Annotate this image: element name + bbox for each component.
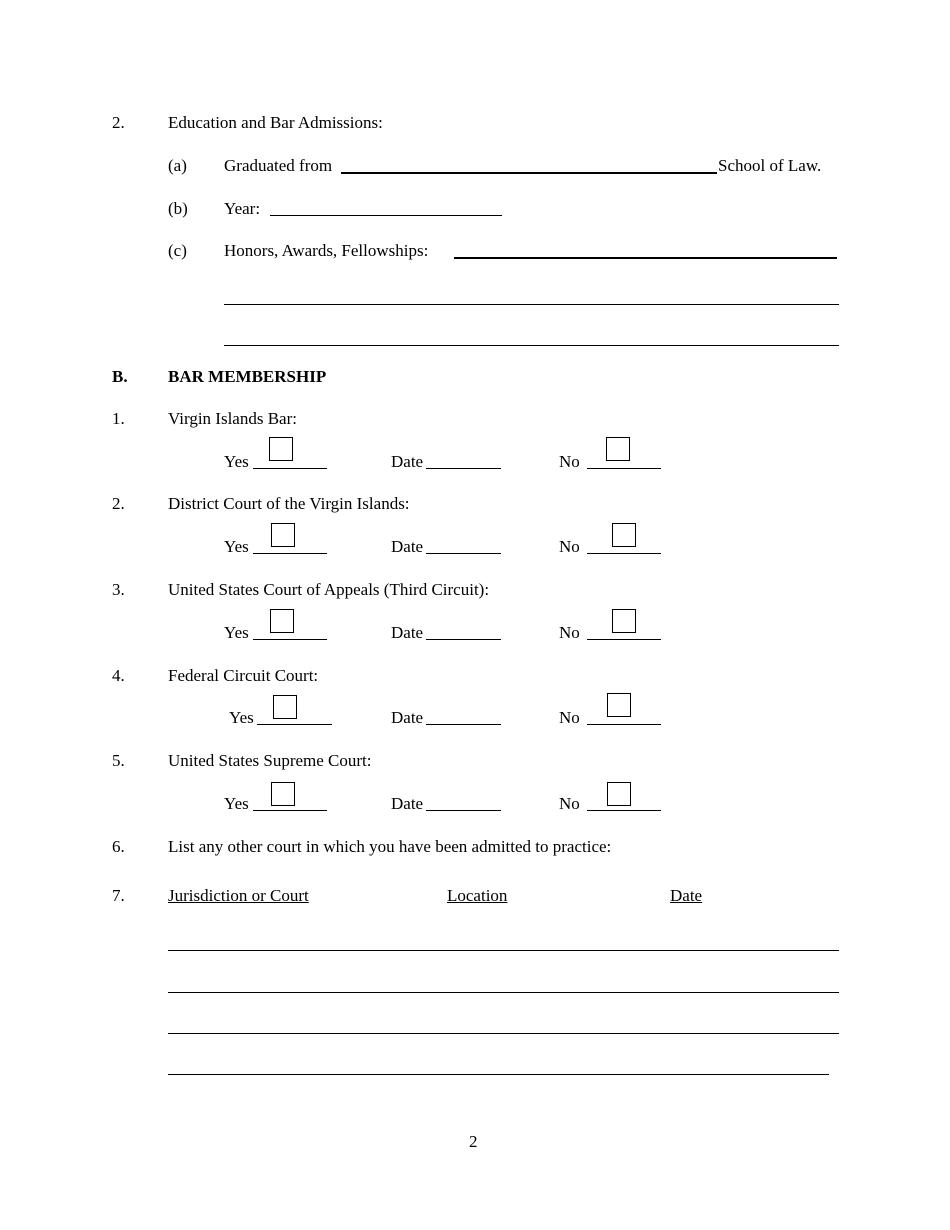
item-label-b: (b) [168, 199, 188, 218]
item-number: 7. [112, 886, 125, 905]
entry-line[interactable] [168, 1074, 829, 1075]
no-line [587, 639, 661, 640]
graduated-from-field[interactable] [341, 172, 717, 174]
school-of-law-label: School of Law. [718, 156, 822, 175]
other-courts-prompt: List any other court in which you have been admitted to practice: [168, 837, 612, 856]
court-name: Federal Circuit Court: [168, 666, 319, 685]
yes-line [257, 724, 332, 725]
yes-checkbox[interactable] [271, 782, 295, 806]
yes-label: Yes [229, 708, 254, 727]
yes-label: Yes [224, 452, 249, 471]
year-field[interactable] [270, 215, 502, 216]
item-label-c: (c) [168, 241, 187, 260]
item-number: 6. [112, 837, 125, 856]
item-number: 2. [112, 494, 125, 513]
date-field[interactable] [426, 553, 501, 554]
court-name: District Court of the Virgin Islands: [168, 494, 410, 513]
no-line [587, 468, 661, 469]
honors-field[interactable] [454, 257, 837, 259]
court-name: United States Supreme Court: [168, 751, 372, 770]
entry-line[interactable] [168, 992, 839, 993]
yes-line [253, 639, 327, 640]
date-field[interactable] [426, 468, 501, 469]
column-header-jurisdiction: Jurisdiction or Court [168, 886, 309, 905]
date-field[interactable] [426, 724, 501, 725]
page-number: 2 [469, 1132, 478, 1151]
entry-line[interactable] [168, 950, 839, 951]
entry-line[interactable] [168, 1033, 839, 1034]
no-label: No [559, 708, 580, 727]
honors-field-line-3[interactable] [224, 345, 839, 346]
no-checkbox[interactable] [612, 609, 636, 633]
date-label: Date [391, 623, 424, 642]
no-label: No [559, 452, 580, 471]
yes-line [253, 468, 327, 469]
column-header-date: Date [670, 886, 703, 905]
no-line [587, 810, 661, 811]
yes-line [253, 810, 327, 811]
date-field[interactable] [426, 639, 501, 640]
court-name: Virgin Islands Bar: [168, 409, 297, 428]
date-label: Date [391, 794, 424, 813]
honors-field-line-2[interactable] [224, 304, 839, 305]
no-label: No [559, 623, 580, 642]
no-line [587, 553, 661, 554]
date-label: Date [391, 537, 424, 556]
section-title: Education and Bar Admissions: [168, 113, 383, 132]
yes-label: Yes [224, 537, 249, 556]
yes-label: Yes [224, 794, 249, 813]
date-label: Date [391, 708, 424, 727]
date-field[interactable] [426, 810, 501, 811]
graduated-from-label: Graduated from [224, 156, 333, 175]
no-checkbox[interactable] [606, 437, 630, 461]
section-heading: BAR MEMBERSHIP [168, 367, 327, 386]
section-letter: B. [112, 367, 128, 386]
column-header-location: Location [447, 886, 508, 905]
yes-line [253, 553, 327, 554]
no-label: No [559, 537, 580, 556]
court-name: United States Court of Appeals (Third Circuit): [168, 580, 490, 599]
no-checkbox[interactable] [607, 693, 631, 717]
yes-checkbox[interactable] [269, 437, 293, 461]
item-number: 5. [112, 751, 125, 770]
no-checkbox[interactable] [607, 782, 631, 806]
item-label-a: (a) [168, 156, 187, 175]
yes-checkbox[interactable] [270, 609, 294, 633]
yes-label: Yes [224, 623, 249, 642]
no-label: No [559, 794, 580, 813]
year-label: Year: [224, 199, 261, 218]
yes-checkbox[interactable] [271, 523, 295, 547]
date-label: Date [391, 452, 424, 471]
item-number: 1. [112, 409, 125, 428]
honors-label: Honors, Awards, Fellowships: [224, 241, 429, 260]
section-number: 2. [112, 113, 125, 132]
item-number: 3. [112, 580, 125, 599]
item-number: 4. [112, 666, 125, 685]
no-line [587, 724, 661, 725]
no-checkbox[interactable] [612, 523, 636, 547]
yes-checkbox[interactable] [273, 695, 297, 719]
